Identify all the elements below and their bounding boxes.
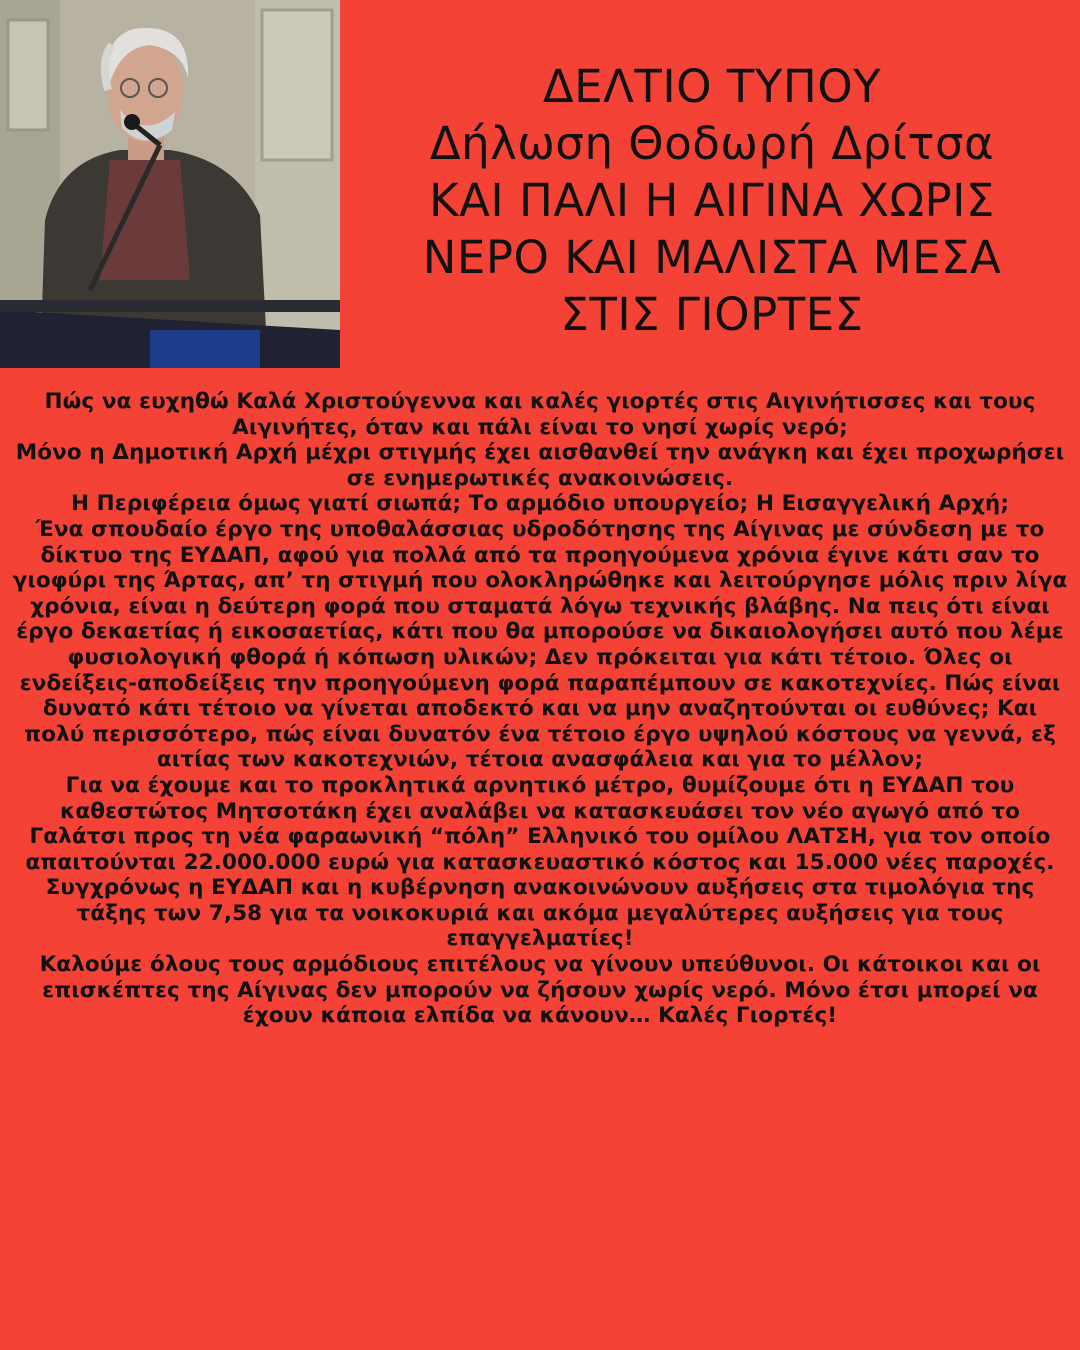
headline-line-4: ΝΕΡΟ ΚΑΙ ΜΑΛΙΣΤΑ ΜΕΣΑ [422,231,1002,284]
headline-line-5: ΣΤΙΣ ΓΙΟΡΤΕΣ [560,288,864,341]
press-release-headline [356,58,1068,343]
speaker-photo [0,0,340,368]
paragraph: Η Περιφέρεια όμως γιατί σιωπά; Το αρμόδιο υπουργείο; Η Εισαγγελική Αρχή; [70,491,1010,517]
paragraph: Ένα σπουδαίο έργο της υποθαλάσσιας υδροδότησης της Αίγινας με σύνδεση με το δίκτυο της ΕΥΔΑΠ, αφού για πολλά από τα προηγούμενα χρόνια έγινε κάτι σαν το γιοφύρι της Άρτας, απ’ τη στιγμή που ολοκληρώθηκε και λειτούργησε μόλις πριν λίγα χρόνια, είναι η δεύτερη φορά που σταματά λόγω τεχνικής βλάβης. Να πεις ότι είναι έργο δεκαετίας ή εικοσαετίας, κάτι που θα μπορούσε να δικαιολογήσει αυτό που λέμε φυσιολογική φθορά ή κόπωση υλικών; Δεν πρόκειται για κάτι τέτοιο. Όλες οι ενδείξεις-αποδείξεις την προηγούμενη φορά παραπέμπουν σε κακοτεχνίες. Πώς είναι δυνατό κάτι τέτοιο να γίνεται αποδεκτό και να μην αναζητούνται οι ευθύνες; Και πολύ περισσότερο, πώς είναι δυνατόν ένα τέτοιο έργο υψηλού κόστους να γεννά, εξ αιτίας των κακοτεχνιών, τέτοια ανασφάλεια και για το μέλλον; [12,516,1068,773]
paragraph: Για να έχουμε και το προκλητικά αρνητικό μέτρο, θυμίζουμε ότι η ΕΥΔΑΠ του καθεστώτος Μητσοτάκη έχει αναλάβει να κατασκευάσει τον νέο αγωγό από το Γαλάτσι προς τη νέα φαραωνική “πόλη” Ελληνικό του ομίλου ΛΑΤΣΗ, για τον οποίο απαιτούνται 22.000.000 ευρώ για κατασκευαστικό κόστος και 15.000 νέες παροχές. [25,772,1055,875]
person-speaking-at-podium-photo [0,0,340,368]
headline-line-statement: Δήλωση Θοδωρή Δρίτσα [429,117,995,170]
paragraph: Πώς να ευχηθώ Καλά Χριστούγεννα και καλές γιορτές στις Αιγινήτισσες και τους Αιγινήτες, όταν και πάλι είναι το νησί χωρίς νερό; [44,389,1036,440]
headline-line-3: ΚΑΙ ΠΑΛΙ Η ΑΙΓΙΝΑ ΧΩΡΙΣ [429,174,995,227]
paragraph: Καλούμε όλους τους αρμόδιους επιτέλους να γίνουν υπεύθυνοι. Οι κάτοικοι και οι επισκέπτες της Αίγινας δεν μπορούν να ζήσουν χωρίς νερό. Μόνο έτσι μπορεί να έχουν κάποια ελπίδα να κάνουν… Καλές Γιορτές! [39,952,1041,1029]
headline-line-title: ΔΕΛΤΙΟ ΤΥΠΟΥ [542,60,882,113]
paragraph: Μόνο η Δημοτική Αρχή μέχρι στιγμής έχει αισθανθεί την ανάγκη και έχει προχωρήσει σε ενημερωτικές ανακοινώσεις. [15,440,1065,491]
press-release-body [10,389,1070,1029]
paragraph: Συγχρόνως η ΕΥΔΑΠ και η κυβέρνηση ανακοινώνουν αυξήσεις στα τιμολόγια της τάξης των 7,58 για τα νοικοκυριά και ακόμα μεγαλύτερες αυξήσεις για τους επαγγελματίες! [45,875,1035,952]
